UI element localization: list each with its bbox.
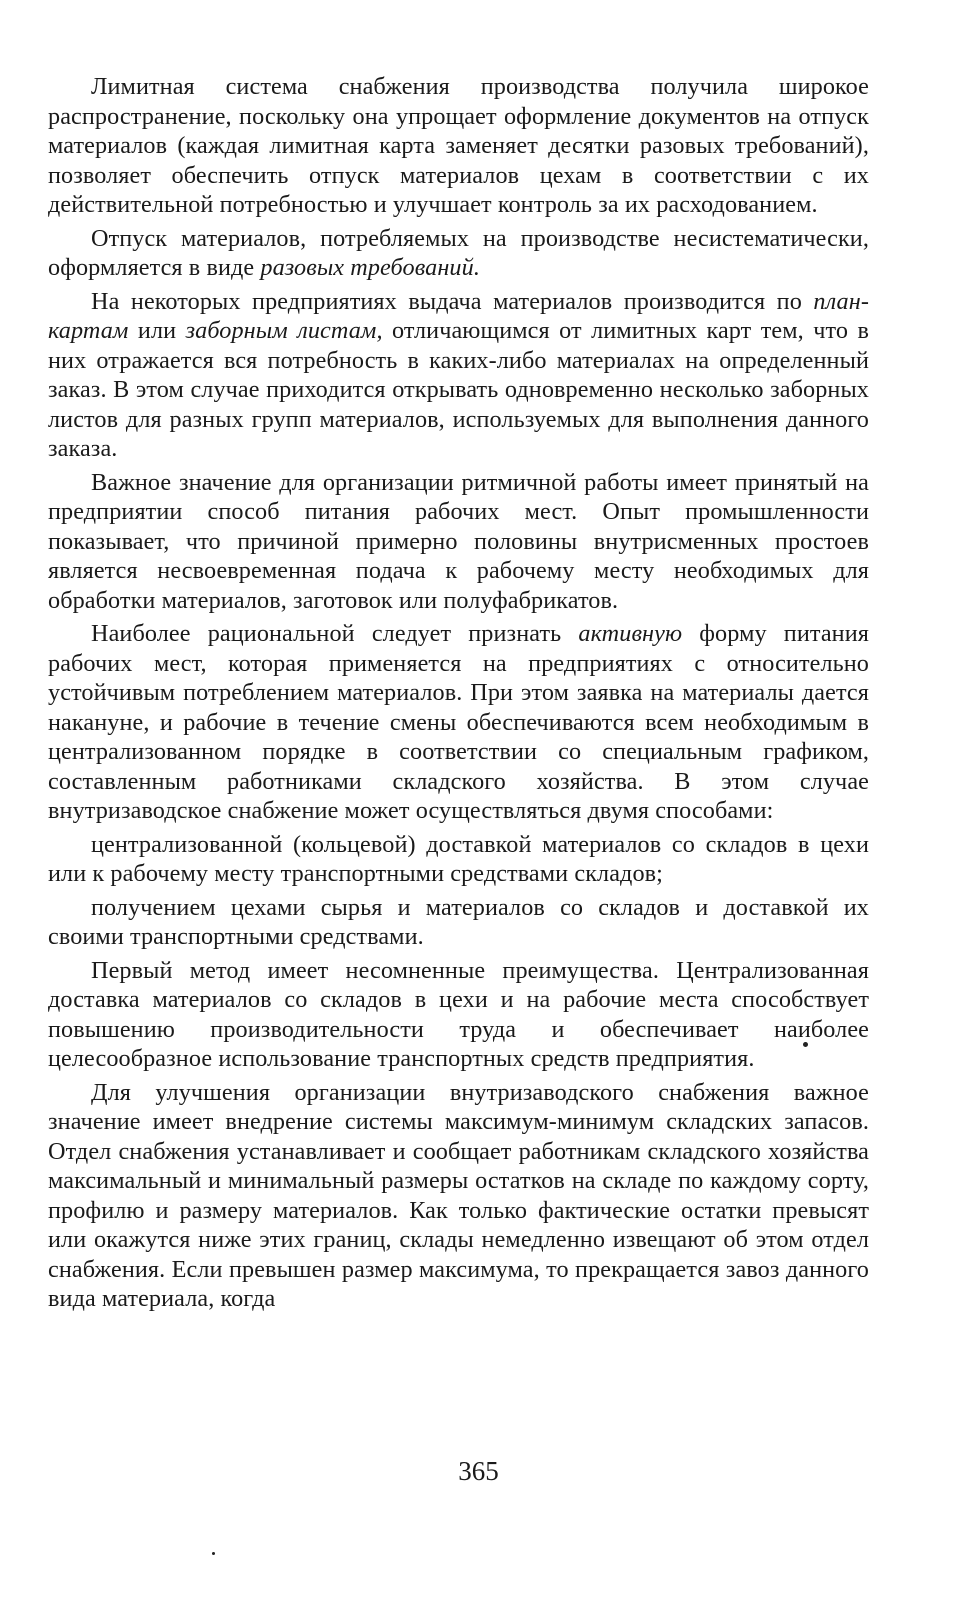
text-run: или [128, 317, 186, 344]
paragraph [48, 72, 869, 220]
text-run: отличающимся от лимитных карт тем, что в них отражается вся потребность в каких-либо материалах на определенный заказ. В этом случае приходится открывать одновременно несколько заборных листов для разных групп материалов, используемых для выполнения данного заказа. [48, 317, 869, 462]
paragraph [48, 1078, 869, 1314]
text-run: Важное значение для организации ритмичной работы имеет принятый на предприятии способ питания рабочих мест. Опыт промышленности показывает, что причиной примерно половины внутрисменных простоев является несвоевременная подача к рабочему месту необходимых для обработки материалов, заготовок или полуфабрикатов. [48, 468, 869, 614]
paragraph [48, 224, 869, 283]
paragraph [48, 468, 869, 616]
text-run: получением цехами сырья и материалов со складов и доставкой их своими транспортными средствами. [48, 893, 869, 950]
text-run: Наиболее рациональной следует признать [91, 620, 579, 647]
italic-term: разовых требований. [260, 254, 480, 281]
text-run: Лимитная система снабжения производства получила широкое распространение, поскольку она упрощает оформление документов на отпуск материалов (каждая лимитная карта заменяет десятки разовых требований), позволяет обеспечить отпуск материалов цехам в соответствии с их действительной потребностью и улучшает контроль за их расходованием. [48, 73, 869, 218]
list-item [48, 893, 869, 952]
text-run: форму питания рабочих мест, которая применяется на предприятиях с относительно устойчивым потреблением материалов. При этом заявка на материалы дается накануне, и рабочие в течение смены обеспечиваются всем необходимым в централизованном порядке в соответствии со специальным графиком, составленным работниками складского хозяйства. В этом случае внутризаводское снабжение может осуществляться двумя способами: [48, 620, 869, 824]
text-run: Отпуск материалов, потребляемых на производстве несистематически, оформляется в виде [48, 224, 869, 281]
italic-term: заборным листам, [185, 317, 383, 344]
list-item [48, 830, 869, 889]
page-number: 365 [458, 1456, 499, 1486]
print-speck [212, 1552, 215, 1555]
paragraph [48, 956, 869, 1074]
text-run: Первый метод имеет несомненные преимущества. Централизованная доставка материалов со складов в цехи и на рабочие места способствует повышению производительности труда и обеспечивает наиболее целесообразное использование транспортных средств предприятия. [48, 956, 869, 1072]
italic-term: план-картам [48, 287, 869, 344]
paragraph [48, 287, 869, 464]
text-run: На некоторых предприятиях выдача материалов производится по [91, 287, 814, 315]
paragraph [48, 619, 869, 826]
text-run: централизованной (кольцевой) доставкой материалов со складов в цехи или к рабочему месту транспортными средствами складов; [48, 830, 869, 887]
text-run: Для улучшения организации внутризаводского снабжения важное значение имеет внедрение системы максимум-минимум складских запасов. Отдел снабжения устанавливает и сообщает работникам складского хозяйства максимальный и минимальный размеры остатков на складе по каждому сорту, профилю и размеру материалов. Как только фактические остатки превысят или окажутся ниже этих границ, склады немедленно извещают об этом отдел снабжения. Если превышен размер максимума, то прекращается завоз данного вида материала, когда [48, 1078, 869, 1312]
italic-term: активную [578, 620, 683, 647]
body-text [48, 72, 869, 1314]
print-speck [803, 1042, 808, 1047]
